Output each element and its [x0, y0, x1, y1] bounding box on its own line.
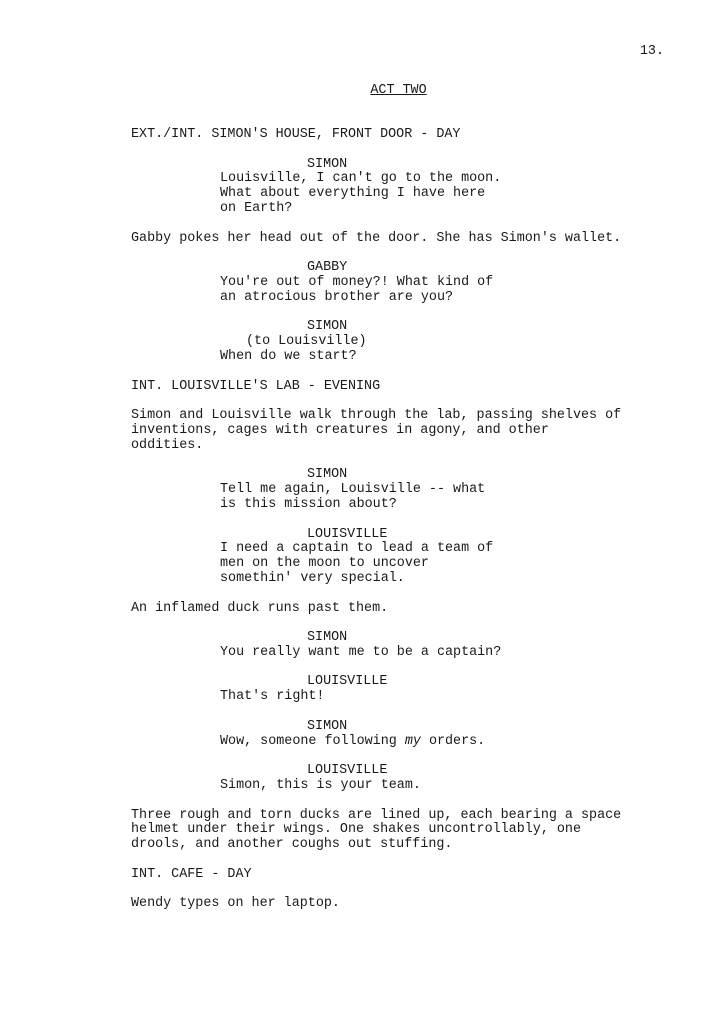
parenthetical: (to Louisville) [246, 334, 367, 350]
dialogue-text: orders. [420, 733, 486, 749]
dialogue-line: somethin' very special. [220, 570, 405, 586]
dialogue-block [220, 631, 540, 661]
action-line: An inflamed duck runs past them. [131, 600, 389, 616]
action-line: oddities. [131, 437, 204, 453]
dialogue-line: When do we start? [220, 348, 357, 364]
dialogue-line: Simon, this is your team. [220, 778, 421, 794]
scene-heading: EXT./INT. SIMON'S HOUSE, FRONT DOOR - DAY [131, 127, 461, 142]
action-paragraph [131, 809, 671, 853]
dialogue-block [220, 764, 540, 794]
character-name: SIMON [307, 156, 348, 172]
dialogue-line: Tell me again, Louisville -- what [220, 482, 486, 498]
dialogue-line: Louisville, I can't go to the moon. [220, 171, 502, 187]
page-number: 13. [639, 44, 664, 59]
dialogue-line: You're out of money?! What kind of [220, 274, 494, 290]
dialogue-line: What about everything I have here [220, 186, 486, 202]
dialogue-block [220, 675, 540, 705]
dialogue-line: men on the moon to uncover [220, 556, 429, 572]
dialogue-block [220, 720, 540, 750]
action-paragraph [131, 409, 671, 453]
action-line: Simon and Louisville walk through the lab, passing shelves of [131, 408, 622, 424]
character-name: SIMON [307, 319, 348, 335]
character-name: SIMON [307, 630, 348, 646]
character-name: LOUISVILLE [307, 526, 388, 542]
dialogue-block [220, 261, 540, 305]
dialogue-block [220, 320, 540, 364]
action-line: Three rough and torn ducks are lined up, each bearing a space [131, 807, 622, 823]
scene-heading: INT. CAFE - DAY [131, 866, 252, 882]
dialogue-line [220, 735, 540, 750]
character-name: SIMON [307, 718, 348, 734]
action-line: inventions, cages with creatures in agony, and other [131, 422, 549, 438]
dialogue-block [220, 528, 540, 587]
dialogue-text: Wow, someone following [220, 733, 405, 749]
dialogue-block [220, 158, 540, 217]
character-name: SIMON [307, 467, 348, 483]
screenplay-body [131, 128, 671, 927]
action-line: helmet under their wings. One shakes uncontrollably, one [131, 822, 581, 838]
dialogue-line: on Earth? [220, 200, 293, 216]
dialogue-line: You really want me to be a captain? [220, 644, 502, 660]
character-name: GABBY [307, 260, 348, 276]
dialogue-line: an atrocious brother are you? [220, 289, 454, 305]
dialogue-line: That's right! [220, 689, 325, 705]
dialogue-block [220, 468, 540, 512]
character-name: LOUISVILLE [307, 763, 388, 779]
action-line: drools, and another coughs out stuffing. [131, 837, 453, 853]
action-line: Wendy types on her laptop. [131, 896, 340, 912]
character-name: LOUISVILLE [307, 674, 388, 690]
emphasis-text: my [404, 733, 421, 749]
dialogue-line: I need a captain to lead a team of [220, 541, 494, 557]
dialogue-line: is this mission about? [220, 496, 397, 512]
act-header: ACT TWO [370, 83, 427, 98]
action-line: Gabby pokes her head out of the door. She has Simon's wallet. [131, 230, 622, 246]
scene-heading: INT. LOUISVILLE'S LAB - EVENING [131, 378, 381, 394]
